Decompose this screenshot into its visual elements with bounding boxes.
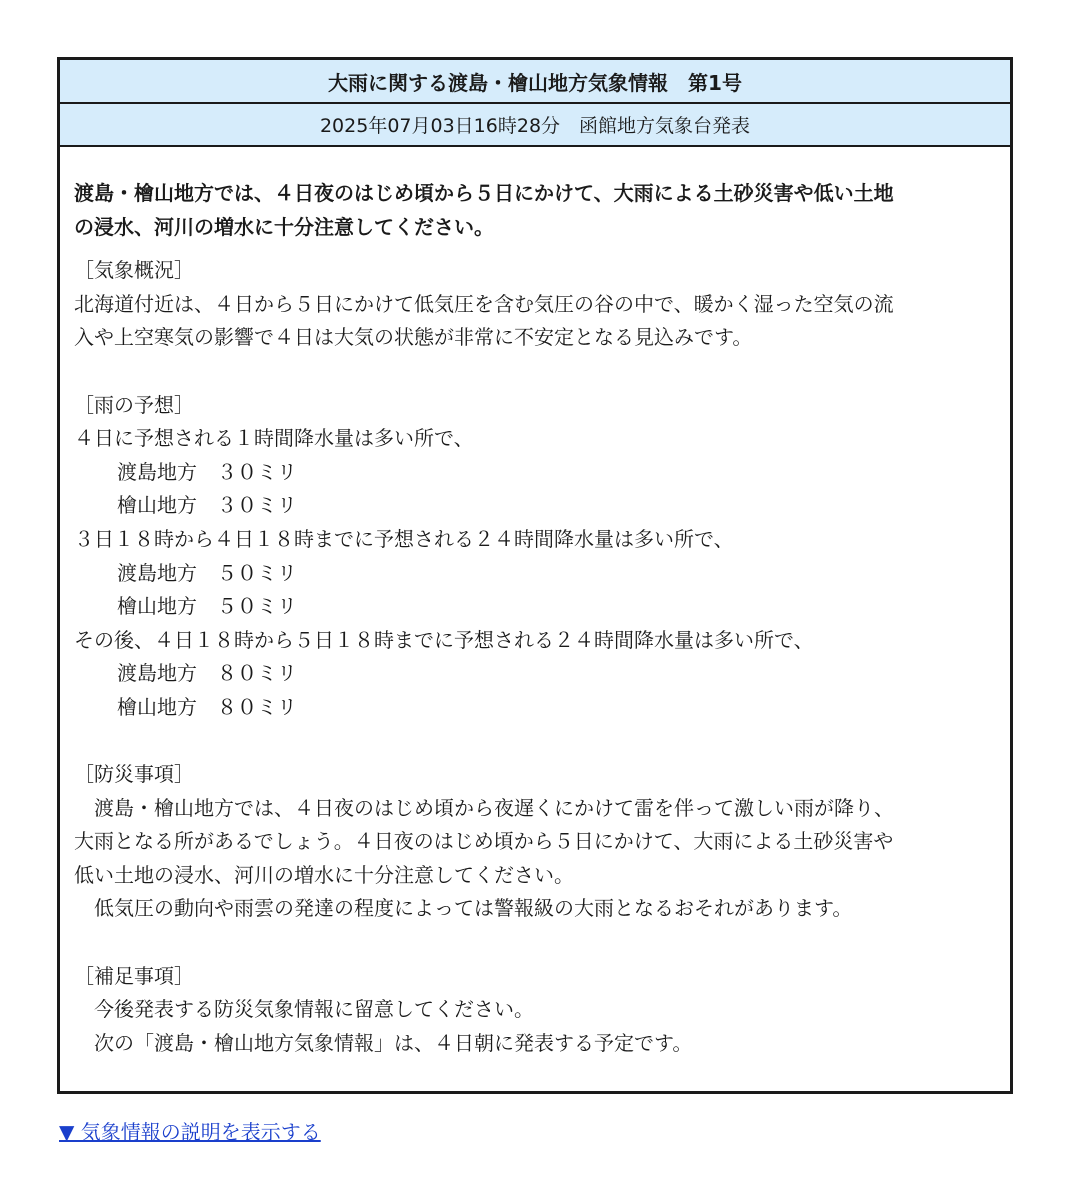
forecast-area: 檜山地方 ８０ミリ: [117, 694, 297, 719]
headline-line: 渡島・檜山地方では、４日夜のはじめ頃から５日にかけて、大雨による土砂災害や低い土地: [74, 181, 894, 205]
section-heading: ［補足事項］: [74, 963, 194, 988]
spacer: [74, 926, 996, 960]
section-text: 次の「渡島・檜山地方気象情報」は、４日朝に発表する予定です。: [74, 1030, 693, 1055]
bulletin-issued-info: 2025年07月03日16時28分 函館地方気象台発表: [60, 104, 1010, 147]
forecast-area: 檜山地方 ３０ミリ: [117, 493, 297, 518]
section-text: 今後発表する防災気象情報に留意してください。: [74, 997, 534, 1022]
forecast-area: 檜山地方 ５０ミリ: [117, 594, 297, 619]
section-text: 渡島・檜山地方では、４日夜のはじめ頃から夜遅くにかけて雷を伴って激しい雨が降り、: [74, 795, 894, 820]
bulletin-headline: [74, 177, 996, 244]
section-text: 低気圧の動向や雨雲の発達の程度によっては警報級の大雨となるおそれがあります。: [74, 896, 853, 921]
section-heading: ［防災事項］: [74, 762, 194, 787]
spacer: [74, 725, 996, 759]
weather-bulletin: [57, 57, 1013, 1094]
forecast-intro: ３日１８時から４日１８時までに予想される２４時間降水量は多い所で、: [74, 526, 734, 551]
forecast-area: 渡島地方 ３０ミリ: [117, 459, 297, 484]
show-explanation-link[interactable]: ▼ 気象情報の説明を表示する: [59, 1120, 321, 1144]
section-rain-forecast: [74, 389, 996, 725]
forecast-intro: その後、４日１８時から５日１８時までに予想される２４時間降水量は多い所で、: [74, 627, 814, 652]
section-disaster-prevention: [74, 758, 996, 926]
section-text: 低い土地の浸水、河川の増水に十分注意してください。: [74, 862, 574, 887]
section-text: 北海道付近は、４日から５日にかけて低気圧を含む気圧の谷の中で、暖かく湿った空気の流: [74, 291, 894, 316]
forecast-area: 渡島地方 ５０ミリ: [117, 560, 297, 585]
section-supplementary: [74, 960, 996, 1061]
section-heading: ［気象概況］: [74, 258, 194, 283]
bulletin-body: [60, 147, 1010, 1060]
headline-line: の浸水、河川の増水に十分注意してください。: [74, 214, 494, 239]
spacer: [74, 355, 996, 389]
forecast-area: 渡島地方 ８０ミリ: [117, 661, 297, 686]
bulletin-title: 大雨に関する渡島・檜山地方気象情報 第1号: [60, 60, 1010, 104]
section-text: 入や上空寒気の影響で４日は大気の状態が非常に不安定となる見込みです。: [74, 325, 753, 350]
section-heading: ［雨の予想］: [74, 392, 194, 417]
section-text: 大雨となる所があるでしょう。４日夜のはじめ頃から５日にかけて、大雨による土砂災害や: [74, 829, 894, 854]
section-overview: [74, 254, 996, 355]
forecast-intro: ４日に予想される１時間降水量は多い所で、: [74, 426, 474, 451]
